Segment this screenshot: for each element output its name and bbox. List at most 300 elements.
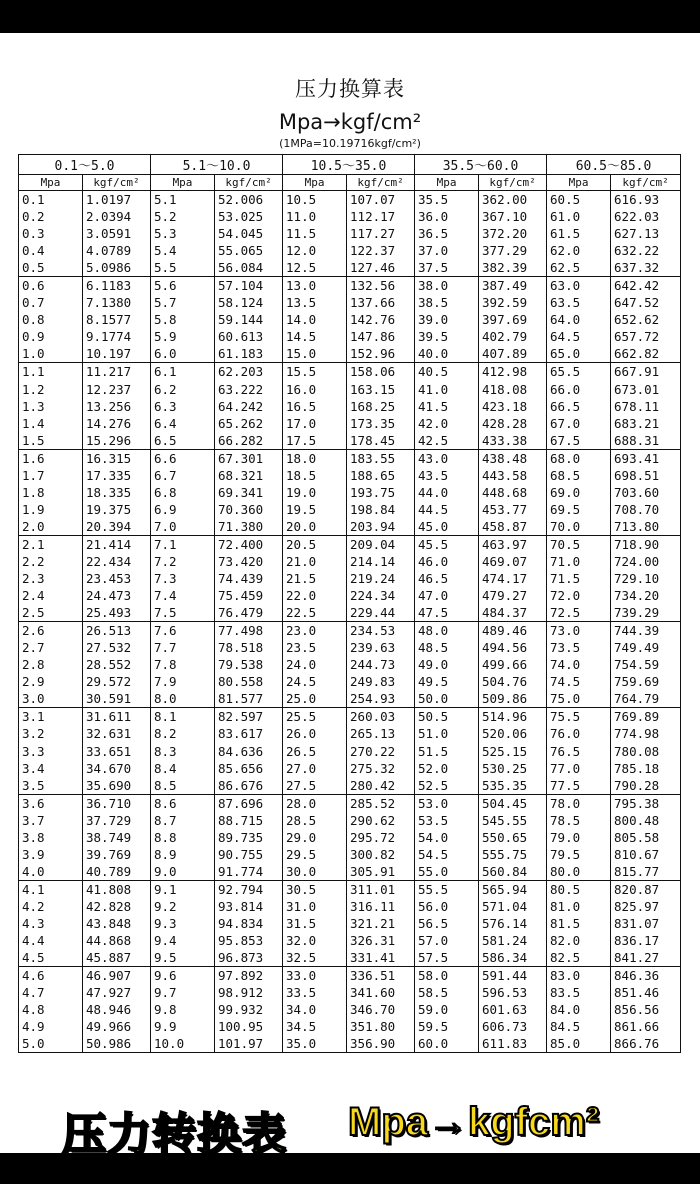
- mpa-cell: 12.5: [283, 259, 347, 277]
- mpa-cell: 62.5: [547, 259, 611, 277]
- mpa-cell: 76.5: [547, 743, 611, 760]
- mpa-cell: 54.5: [415, 846, 479, 863]
- mpa-cell: 8.8: [151, 829, 215, 846]
- kgf-cell: 418.08: [479, 381, 547, 398]
- kgf-cell: 591.44: [479, 967, 547, 985]
- kgf-cell: 698.51: [611, 467, 681, 484]
- mpa-cell: 2.7: [19, 639, 83, 656]
- mpa-cell: 56.5: [415, 915, 479, 932]
- mpa-cell: 5.6: [151, 277, 215, 295]
- mpa-cell: 9.9: [151, 1018, 215, 1035]
- mpa-cell: 31.5: [283, 915, 347, 932]
- mpa-cell: 65.0: [547, 345, 611, 363]
- kgf-cell: 805.58: [611, 829, 681, 846]
- kgf-cell: 44.868: [83, 932, 151, 949]
- mpa-cell: 28.0: [283, 794, 347, 812]
- kgf-cell: 85.656: [215, 760, 283, 777]
- kgf-cell: 224.34: [347, 587, 415, 604]
- kgf-cell: 739.29: [611, 604, 681, 622]
- range-header: 60.5～85.0: [547, 155, 681, 175]
- mpa-cell: 15.0: [283, 345, 347, 363]
- kgf-cell: 75.459: [215, 587, 283, 604]
- kgf-cell: 683.21: [611, 415, 681, 432]
- kgf-cell: 4.0789: [83, 242, 151, 259]
- mpa-cell: 51.0: [415, 725, 479, 742]
- unit-header-mpa: Mpa: [547, 175, 611, 191]
- mpa-cell: 23.5: [283, 639, 347, 656]
- kgf-cell: 168.25: [347, 398, 415, 415]
- mpa-cell: 3.2: [19, 725, 83, 742]
- mpa-cell: 46.0: [415, 553, 479, 570]
- mpa-cell: 7.3: [151, 570, 215, 587]
- mpa-cell: 8.6: [151, 794, 215, 812]
- kgf-cell: 8.1577: [83, 311, 151, 328]
- kgf-cell: 560.84: [479, 863, 547, 881]
- table-row: [19, 639, 681, 656]
- kgf-cell: 280.42: [347, 777, 415, 795]
- mpa-cell: 21.0: [283, 553, 347, 570]
- kgf-cell: 504.45: [479, 794, 547, 812]
- kgf-cell: 54.045: [215, 225, 283, 242]
- table-row: [19, 501, 681, 518]
- kgf-cell: 101.97: [215, 1035, 283, 1053]
- kgf-cell: 571.04: [479, 898, 547, 915]
- kgf-cell: 300.82: [347, 846, 415, 863]
- kgf-cell: 24.473: [83, 587, 151, 604]
- table-row: [19, 863, 681, 881]
- kgf-cell: 214.14: [347, 553, 415, 570]
- kgf-cell: 356.90: [347, 1035, 415, 1053]
- mpa-cell: 7.8: [151, 656, 215, 673]
- table-row: [19, 604, 681, 622]
- kgf-cell: 6.1183: [83, 277, 151, 295]
- table-row: [19, 345, 681, 363]
- kgf-cell: 61.183: [215, 345, 283, 363]
- mpa-cell: 3.4: [19, 760, 83, 777]
- table-row: [19, 449, 681, 467]
- mpa-cell: 25.5: [283, 708, 347, 726]
- kgf-cell: 713.80: [611, 518, 681, 536]
- mpa-cell: 81.0: [547, 898, 611, 915]
- table-row: [19, 311, 681, 328]
- mpa-cell: 48.5: [415, 639, 479, 656]
- mpa-cell: 1.9: [19, 501, 83, 518]
- kgf-cell: 657.72: [611, 328, 681, 345]
- mpa-cell: 6.4: [151, 415, 215, 432]
- mpa-cell: 20.5: [283, 535, 347, 553]
- mpa-cell: 24.0: [283, 656, 347, 673]
- mpa-cell: 16.5: [283, 398, 347, 415]
- kgf-cell: 84.636: [215, 743, 283, 760]
- kgf-cell: 137.66: [347, 294, 415, 311]
- mpa-cell: 64.0: [547, 311, 611, 328]
- kgf-cell: 15.296: [83, 432, 151, 450]
- mpa-cell: 42.0: [415, 415, 479, 432]
- kgf-cell: 13.256: [83, 398, 151, 415]
- kgf-cell: 71.380: [215, 518, 283, 536]
- kgf-cell: 74.439: [215, 570, 283, 587]
- mpa-cell: 64.5: [547, 328, 611, 345]
- kgf-cell: 362.00: [479, 191, 547, 209]
- kgf-cell: 632.22: [611, 242, 681, 259]
- kgf-cell: 193.75: [347, 484, 415, 501]
- kgf-cell: 453.77: [479, 501, 547, 518]
- kgf-cell: 565.94: [479, 880, 547, 898]
- mpa-cell: 83.0: [547, 967, 611, 985]
- table-row: [19, 518, 681, 536]
- kgf-cell: 43.848: [83, 915, 151, 932]
- kgf-cell: 9.1774: [83, 328, 151, 345]
- mpa-cell: 67.5: [547, 432, 611, 450]
- mpa-cell: 29.5: [283, 846, 347, 863]
- mpa-cell: 7.7: [151, 639, 215, 656]
- kgf-cell: 693.41: [611, 449, 681, 467]
- mpa-cell: 9.5: [151, 949, 215, 967]
- table-row: [19, 1018, 681, 1035]
- mpa-cell: 83.5: [547, 984, 611, 1001]
- table-row: [19, 673, 681, 690]
- kgf-cell: 509.86: [479, 690, 547, 708]
- kgf-cell: 38.749: [83, 829, 151, 846]
- kgf-cell: 836.17: [611, 932, 681, 949]
- kgf-cell: 72.400: [215, 535, 283, 553]
- kgf-cell: 203.94: [347, 518, 415, 536]
- mpa-cell: 8.4: [151, 760, 215, 777]
- kgf-cell: 82.597: [215, 708, 283, 726]
- kgf-cell: 50.986: [83, 1035, 151, 1053]
- mpa-cell: 21.5: [283, 570, 347, 587]
- kgf-cell: 530.25: [479, 760, 547, 777]
- kgf-cell: 158.06: [347, 363, 415, 381]
- kgf-cell: 198.84: [347, 501, 415, 518]
- kgf-cell: 117.27: [347, 225, 415, 242]
- table-row: [19, 690, 681, 708]
- mpa-cell: 61.0: [547, 208, 611, 225]
- mpa-cell: 2.6: [19, 622, 83, 640]
- table-row: [19, 967, 681, 985]
- mpa-cell: 6.1: [151, 363, 215, 381]
- mpa-cell: 1.7: [19, 467, 83, 484]
- mpa-cell: 78.5: [547, 812, 611, 829]
- mpa-cell: 8.7: [151, 812, 215, 829]
- kgf-cell: 407.89: [479, 345, 547, 363]
- mpa-cell: 9.3: [151, 915, 215, 932]
- mpa-cell: 11.0: [283, 208, 347, 225]
- mpa-cell: 7.6: [151, 622, 215, 640]
- kgf-cell: 254.93: [347, 690, 415, 708]
- table-row: [19, 760, 681, 777]
- kgf-cell: 26.513: [83, 622, 151, 640]
- kgf-cell: 18.335: [83, 484, 151, 501]
- mpa-cell: 44.0: [415, 484, 479, 501]
- kgf-cell: 57.104: [215, 277, 283, 295]
- kgf-cell: 1.0197: [83, 191, 151, 209]
- table-row: [19, 535, 681, 553]
- mpa-cell: 29.0: [283, 829, 347, 846]
- kgf-cell: 147.86: [347, 328, 415, 345]
- kgf-cell: 229.44: [347, 604, 415, 622]
- table-row: [19, 898, 681, 915]
- mpa-cell: 55.0: [415, 863, 479, 881]
- kgf-cell: 622.03: [611, 208, 681, 225]
- mpa-cell: 8.1: [151, 708, 215, 726]
- mpa-cell: 3.8: [19, 829, 83, 846]
- mpa-cell: 30.0: [283, 863, 347, 881]
- kgf-cell: 463.97: [479, 535, 547, 553]
- table-row: [19, 553, 681, 570]
- mpa-cell: 2.3: [19, 570, 83, 587]
- mpa-cell: 1.0: [19, 345, 83, 363]
- page-subtitle: Mpa→kgf/cm²: [278, 110, 422, 134]
- mpa-cell: 63.0: [547, 277, 611, 295]
- kgf-cell: 93.814: [215, 898, 283, 915]
- kgf-cell: 270.22: [347, 743, 415, 760]
- mpa-cell: 69.0: [547, 484, 611, 501]
- kgf-cell: 80.558: [215, 673, 283, 690]
- mpa-cell: 20.0: [283, 518, 347, 536]
- mpa-cell: 73.5: [547, 639, 611, 656]
- mpa-cell: 72.0: [547, 587, 611, 604]
- mpa-cell: 53.0: [415, 794, 479, 812]
- kgf-cell: 183.55: [347, 449, 415, 467]
- kgf-cell: 861.66: [611, 1018, 681, 1035]
- kgf-cell: 58.124: [215, 294, 283, 311]
- mpa-cell: 8.2: [151, 725, 215, 742]
- kgf-cell: 514.96: [479, 708, 547, 726]
- mpa-cell: 76.0: [547, 725, 611, 742]
- kgf-cell: 63.222: [215, 381, 283, 398]
- range-header: 35.5～60.0: [415, 155, 547, 175]
- mpa-cell: 11.5: [283, 225, 347, 242]
- mpa-cell: 3.3: [19, 743, 83, 760]
- mpa-cell: 54.0: [415, 829, 479, 846]
- mpa-cell: 79.0: [547, 829, 611, 846]
- kgf-cell: 321.21: [347, 915, 415, 932]
- kgf-cell: 3.0591: [83, 225, 151, 242]
- kgf-cell: 98.912: [215, 984, 283, 1001]
- table-row: [19, 225, 681, 242]
- kgf-cell: 67.301: [215, 449, 283, 467]
- mpa-cell: 6.9: [151, 501, 215, 518]
- mpa-cell: 4.9: [19, 1018, 83, 1035]
- table-row: [19, 622, 681, 640]
- mpa-cell: 7.2: [151, 553, 215, 570]
- kgf-cell: 397.69: [479, 311, 547, 328]
- unit-header-kgf: kgf/cm²: [611, 175, 681, 191]
- mpa-cell: 13.0: [283, 277, 347, 295]
- mpa-cell: 60.5: [547, 191, 611, 209]
- kgf-cell: 152.96: [347, 345, 415, 363]
- kgf-cell: 127.46: [347, 259, 415, 277]
- kgf-cell: 484.37: [479, 604, 547, 622]
- kgf-cell: 535.35: [479, 777, 547, 795]
- table-row: [19, 208, 681, 225]
- mpa-cell: 1.1: [19, 363, 83, 381]
- mpa-cell: 37.5: [415, 259, 479, 277]
- mpa-cell: 6.2: [151, 381, 215, 398]
- mpa-cell: 41.5: [415, 398, 479, 415]
- kgf-cell: 581.24: [479, 932, 547, 949]
- table-row: [19, 191, 681, 209]
- mpa-cell: 79.5: [547, 846, 611, 863]
- kgf-cell: 14.276: [83, 415, 151, 432]
- kgf-cell: 708.70: [611, 501, 681, 518]
- kgf-cell: 275.32: [347, 760, 415, 777]
- mpa-cell: 7.9: [151, 673, 215, 690]
- kgf-cell: 7.1380: [83, 294, 151, 311]
- mpa-cell: 66.0: [547, 381, 611, 398]
- kgf-cell: 545.55: [479, 812, 547, 829]
- kgf-cell: 678.11: [611, 398, 681, 415]
- kgf-cell: 49.966: [83, 1018, 151, 1035]
- table-row: [19, 743, 681, 760]
- unit-header-kgf: kgf/cm²: [215, 175, 283, 191]
- kgf-cell: 76.479: [215, 604, 283, 622]
- kgf-cell: 142.76: [347, 311, 415, 328]
- kgf-cell: 132.56: [347, 277, 415, 295]
- kgf-cell: 611.83: [479, 1035, 547, 1053]
- table-row: [19, 725, 681, 742]
- mpa-cell: 40.0: [415, 345, 479, 363]
- kgf-cell: 10.197: [83, 345, 151, 363]
- kgf-cell: 290.62: [347, 812, 415, 829]
- kgf-cell: 525.15: [479, 743, 547, 760]
- mpa-cell: 35.0: [283, 1035, 347, 1053]
- mpa-cell: 49.0: [415, 656, 479, 673]
- kgf-cell: 30.591: [83, 690, 151, 708]
- kgf-cell: 178.45: [347, 432, 415, 450]
- kgf-cell: 724.00: [611, 553, 681, 570]
- mpa-cell: 38.5: [415, 294, 479, 311]
- kgf-cell: 22.434: [83, 553, 151, 570]
- mpa-cell: 52.0: [415, 760, 479, 777]
- kgf-cell: 73.420: [215, 553, 283, 570]
- mpa-cell: 65.5: [547, 363, 611, 381]
- kgf-cell: 458.87: [479, 518, 547, 536]
- table-row: [19, 415, 681, 432]
- kgf-cell: 774.98: [611, 725, 681, 742]
- kgf-cell: 47.927: [83, 984, 151, 1001]
- kgf-cell: 12.237: [83, 381, 151, 398]
- mpa-cell: 1.8: [19, 484, 83, 501]
- kgf-cell: 285.52: [347, 794, 415, 812]
- kgf-cell: 790.28: [611, 777, 681, 795]
- kgf-cell: 647.52: [611, 294, 681, 311]
- mpa-cell: 36.5: [415, 225, 479, 242]
- mpa-cell: 78.0: [547, 794, 611, 812]
- kgf-cell: 35.690: [83, 777, 151, 795]
- kgf-cell: 60.613: [215, 328, 283, 345]
- mpa-cell: 6.0: [151, 345, 215, 363]
- mpa-cell: 0.7: [19, 294, 83, 311]
- mpa-cell: 7.5: [151, 604, 215, 622]
- kgf-cell: 66.282: [215, 432, 283, 450]
- table-row: [19, 915, 681, 932]
- kgf-cell: 77.498: [215, 622, 283, 640]
- kgf-cell: 19.375: [83, 501, 151, 518]
- kgf-cell: 89.735: [215, 829, 283, 846]
- kgf-cell: 438.48: [479, 449, 547, 467]
- mpa-cell: 15.5: [283, 363, 347, 381]
- mpa-cell: 0.6: [19, 277, 83, 295]
- kgf-cell: 443.58: [479, 467, 547, 484]
- kgf-cell: 341.60: [347, 984, 415, 1001]
- kgf-cell: 489.46: [479, 622, 547, 640]
- mpa-cell: 1.6: [19, 449, 83, 467]
- mpa-cell: 32.5: [283, 949, 347, 967]
- kgf-cell: 97.892: [215, 967, 283, 985]
- mpa-cell: 5.0: [19, 1035, 83, 1053]
- kgf-cell: 749.49: [611, 639, 681, 656]
- kgf-cell: 382.39: [479, 259, 547, 277]
- mpa-cell: 22.0: [283, 587, 347, 604]
- mpa-cell: 68.5: [547, 467, 611, 484]
- mpa-cell: 63.5: [547, 294, 611, 311]
- kgf-cell: 780.08: [611, 743, 681, 760]
- mpa-cell: 58.5: [415, 984, 479, 1001]
- mpa-cell: 59.0: [415, 1001, 479, 1018]
- kgf-cell: 36.710: [83, 794, 151, 812]
- mpa-cell: 3.7: [19, 812, 83, 829]
- mpa-cell: 9.6: [151, 967, 215, 985]
- kgf-cell: 586.34: [479, 949, 547, 967]
- mpa-cell: 58.0: [415, 967, 479, 985]
- mpa-cell: 50.5: [415, 708, 479, 726]
- kgf-cell: 815.77: [611, 863, 681, 881]
- mpa-cell: 32.0: [283, 932, 347, 949]
- kgf-cell: 11.217: [83, 363, 151, 381]
- table-row: [19, 398, 681, 415]
- mpa-cell: 42.5: [415, 432, 479, 450]
- kgf-cell: 846.36: [611, 967, 681, 985]
- kgf-cell: 673.01: [611, 381, 681, 398]
- kgf-cell: 90.755: [215, 846, 283, 863]
- mpa-cell: 71.0: [547, 553, 611, 570]
- kgf-cell: 188.65: [347, 467, 415, 484]
- mpa-cell: 26.0: [283, 725, 347, 742]
- mpa-cell: 5.4: [151, 242, 215, 259]
- kgf-cell: 377.29: [479, 242, 547, 259]
- mpa-cell: 12.0: [283, 242, 347, 259]
- mpa-cell: 33.5: [283, 984, 347, 1001]
- mpa-cell: 24.5: [283, 673, 347, 690]
- mpa-cell: 26.5: [283, 743, 347, 760]
- kgf-cell: 27.532: [83, 639, 151, 656]
- kgf-cell: 234.53: [347, 622, 415, 640]
- mpa-cell: 49.5: [415, 673, 479, 690]
- mpa-cell: 27.0: [283, 760, 347, 777]
- mpa-cell: 6.3: [151, 398, 215, 415]
- kgf-cell: 448.68: [479, 484, 547, 501]
- mpa-cell: 51.5: [415, 743, 479, 760]
- mpa-cell: 4.2: [19, 898, 83, 915]
- kgf-cell: 95.853: [215, 932, 283, 949]
- mpa-cell: 60.0: [415, 1035, 479, 1053]
- kgf-cell: 616.93: [611, 191, 681, 209]
- unit-header-mpa: Mpa: [19, 175, 83, 191]
- mpa-cell: 9.1: [151, 880, 215, 898]
- kgf-cell: 331.41: [347, 949, 415, 967]
- mpa-cell: 19.0: [283, 484, 347, 501]
- mpa-cell: 69.5: [547, 501, 611, 518]
- kgf-cell: 88.715: [215, 812, 283, 829]
- mpa-cell: 48.0: [415, 622, 479, 640]
- kgf-cell: 79.538: [215, 656, 283, 673]
- kgf-cell: 785.18: [611, 760, 681, 777]
- mpa-cell: 1.2: [19, 381, 83, 398]
- mpa-cell: 43.0: [415, 449, 479, 467]
- mpa-cell: 77.5: [547, 777, 611, 795]
